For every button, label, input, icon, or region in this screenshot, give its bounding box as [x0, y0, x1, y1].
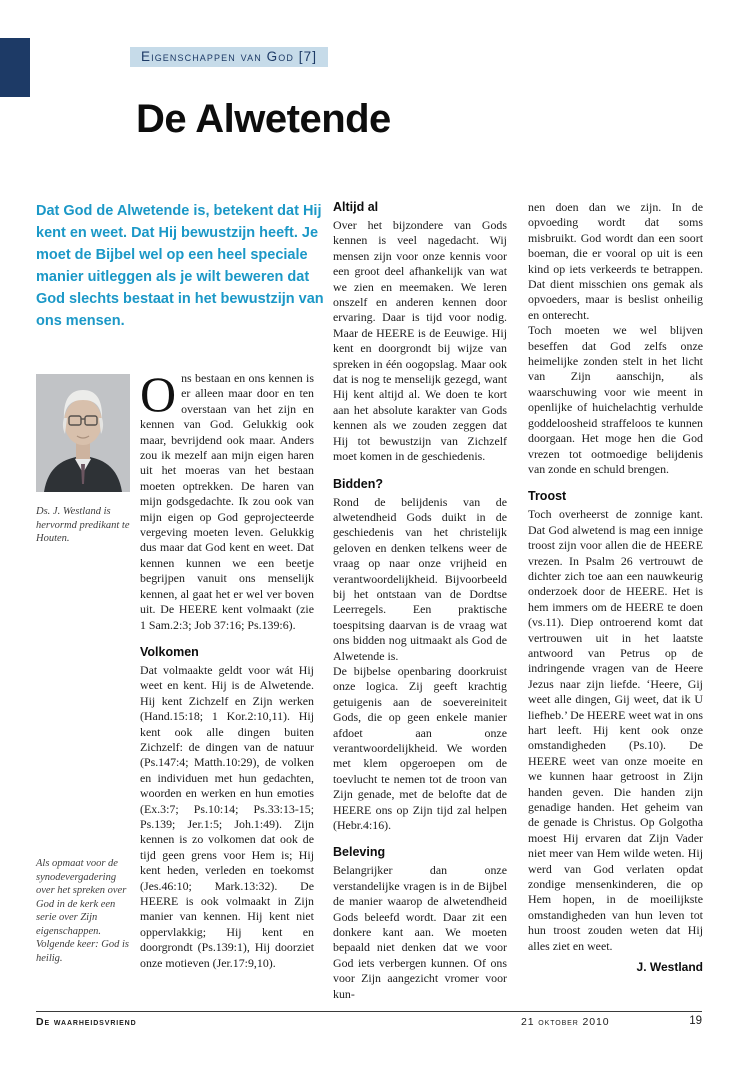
- subhead-troost: Troost: [528, 489, 567, 504]
- footer-magazine-name: De waarheidsvriend: [36, 1016, 137, 1028]
- paragraph-bidden-1: Rond de belijdenis van de alwetendheid Gods duikt in de geschiedenis van het christelijk geloven en denken telkens weer de vraag op naar onze vrijheid en verantwoordelijkheid. Bijvoorbeeld bij het ontstaan van de Dordtse Leerregels. Een praktische toespitsing daarvan is de vraag wat ons bidden nog uitmaakt als God de Alwetende is.: [333, 494, 507, 663]
- paragraph-bidden-2: De bijbelse openbaring doorkruist onze logica. Zij geeft krachtig getuigenis aan de soevereiniteit Gods, die op geen enkele manier afdoet aan onze verantwoordelijkheid. We worden met klem opgeroepen om de toevlucht te nemen tot de troon van Zijn genade, met de belofte dat de HEERE ons op Zijn tijd zal helpen (Hebr.4:16).: [333, 663, 507, 833]
- page-title: De Alwetende: [136, 97, 391, 141]
- subhead-volkomen: Volkomen: [140, 644, 199, 659]
- subhead-bidden: Bidden?: [333, 476, 383, 491]
- portrait-photo-illustration: [36, 374, 130, 492]
- portrait-photo: [36, 374, 130, 492]
- photo-caption: Ds. J. Westland is hervormd predikant te Houten.: [36, 506, 130, 544]
- footer-page-number: 19: [689, 1015, 702, 1027]
- paragraph-altijd-al: Over het bijzondere van Gods kennen is veel nagedacht. Wij mensen zijn voor onze kennis voor een groot deel afhankelijk van wat we zien en meemaken. We leren onszelf en anderen kennen door ervaring. Daar is tijd voor nodig. Maar de HEERE is de Eeuwige. Hij kent en doorgrondt bij wijze van spreken in één oogopslag. Maar ook dat is nog te menselijk gezegd, want Hij kent altijd al. We doen te kort aan het absolute karakter van Gods kennen als we zouden zeggen dat Hij tot bewustzijn van Zichzelf moet komen in de geschiedenis.: [333, 218, 507, 464]
- drop-cap: O: [140, 371, 177, 422]
- series-badge-label: Eigenschappen van God [7]: [141, 49, 318, 64]
- opening-text: ns bestaan en ons kennen is er alleen maar door en ten overstaan van het zijn en kennen van God. Gelukkig ook maar, bevrijdend ook maar. Anders zou ik mezelf aan mijn eigen haren uit het moeras van het bestaan moeten optrekken. De haren van mijn godsgedachte. Ik zou ook van mijn eigen op God geprojecteerde vergeving moeten leven. Gelukkig dus maar dat God kent en weet. Dat kennen kunnen we een beetje begrijpen vanuit ons menselijk kennen, al gaat het er wel ver boven uit. De HEERE kent volmaakt (zie 1 Sam.2:3; Job 37:16; Ps.139:6).: [140, 371, 314, 632]
- paragraph-volkomen: Dat volmaakte geldt voor wát Hij weet en kent. Hij is de Alwetende. Hij kent Zichzelf en Zijn werken (Hand.15:18; 1 Kor.2:10,11). Hij kent ook alle dingen buiten Zichzelf: de dingen van de natuur (Ps.147:4; Matth.10:29), de volken en individuen met hun gedachten, woorden en werken en hun emoties (Ex.3:7; Ps.10:14; Ps.33:13-15; Ps.139; Jer.1:5; Joh.1:49). Zijn kennen is zo volkomen dat ook de tijd geen grens voor Hem is; Hij kent heden, verleden en toekomst (Jes.46:10; Mark.13:32). De HEERE is ook volmaakt in Zijn manier van kennen. Hij kent niet oppervlakkig; Hij kent en doorgrondt (Ps.139:1), Hij doorziet onze motieven (Jer.17:9,10).: [140, 662, 314, 970]
- article-column-2: [333, 200, 507, 1014]
- article-column-1: [140, 371, 314, 1019]
- paragraph-beleving: Belangrijker dan onze verstandelijke vragen is in de Bijbel de manier waarop de alwetendheid Gods beleefd wordt. Daar zit een donkere kant aan. We moeten bepaald niet denken dat we voor God iets verbergen kunnen. Of ons voor Zijn aangezicht vromer voor kun-: [333, 863, 507, 1001]
- subhead-altijd-al: Altijd al: [333, 200, 379, 214]
- article-column-3: [528, 200, 703, 1014]
- opening-paragraph: [140, 371, 314, 633]
- series-badge: [130, 47, 328, 67]
- footer-date: 21 oktober 2010: [521, 1016, 610, 1028]
- paragraph-troost: Toch overheerst de zonnige kant. Dat God alwetend is mag een innige troost zijn voor allen die de HEERE vrezen. In Psalm 26 vertrouwt de dichter zich toe aan een nauwkeurig onderzoek door de HEERE. Het is hem immers om de HEERE te doen (vs.11). Diep ontroerend komt dat vertrouwen uit in het laatste antwoord van Petrus op de indringende vragen van de Heere Jezus naar zijn liefde. ‘Heere, Gij weet alle dingen, Gij weet, dat ik U liefheb.’ De HEERE weet wat in ons hart leeft. Hij kent ook onze omstandigheden (Ps.10). De HEERE weet van onze moeite en we kunnen haar getroost in Zijn handen geven. Die handen zijn genadige handen. Het geheim van de genade is Christus. Op Golgotha moest Hij ervaren dat Zijn Vader niet meer van Hem wilde weten. Hij werd van God verlaten opdat zondige mensenkinderen, die op Hem hopen, in de moeilijkste omstandigheden van hun leven tot hun troost zouden weten dat Hij alles ziet en weet.: [528, 507, 703, 953]
- photo-column: [36, 374, 130, 546]
- intro-paragraph: Dat God de Alwetende is, betekent dat Hij kent en weet. Dat Hij bewustzijn heeft. Je moet de Bijbel wel op een heel speciale manier uitleggen als je wilt beweren dat God slechts bestaat in het bewustzijn van ons mensen.: [36, 203, 324, 329]
- footer-divider: [36, 1011, 702, 1012]
- corner-accent-block: [0, 38, 30, 97]
- series-note: Als opmaat voor de synodevergadering over het spreken over God in de kerk een serie over Zijn eigenschappen. Volgende keer: God is heilig.: [36, 858, 130, 964]
- paragraph-continuation-1: nen doen dan we zijn. In de opvoeding wordt dat soms misbruikt. God wordt dan een soort boeman, die er vooral op uit is een kind op iets verkeerds te betrappen. Dat dient misschien ons gemak als opvoeders, maar is beslist onheilig en onterecht.: [528, 200, 703, 322]
- author-signature: J. Westland: [636, 960, 703, 975]
- subhead-beleving: Beleving: [333, 845, 386, 860]
- paragraph-continuation-2: Toch moeten we wel blijven beseffen dat God zelfs onze heimelijke zonden stelt in het licht van Zijn aanschijn, als waarschuwing voor wie meent in openlijke of huichelachtig verhulde goddeloosheid straffeloos te kunnen doorgaan. Het moge hen die God vrezen tot ootmoedige belijdenis van zonde en schuld brengen.: [528, 323, 703, 476]
